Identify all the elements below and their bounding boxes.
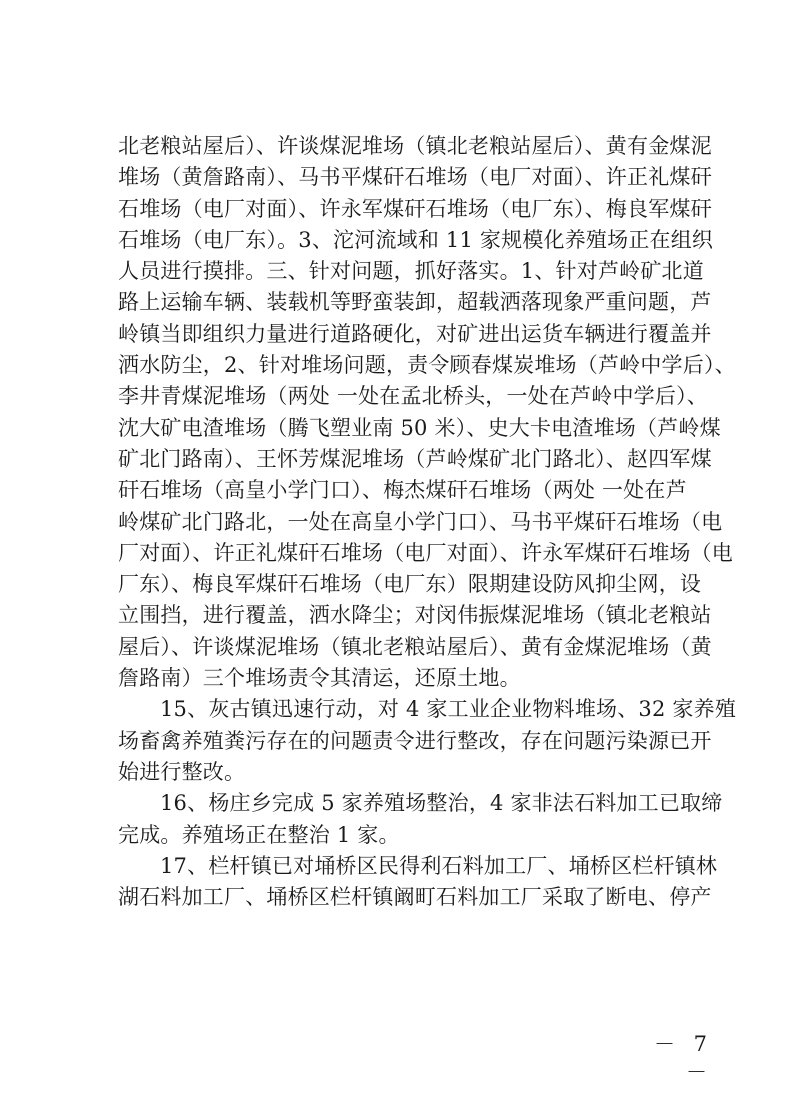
text-line: 始进行整改。 [118, 759, 246, 784]
text-line: 完成。养殖场正在整治 1 家。 [118, 822, 400, 847]
paragraph-17-first-line: 17、栏杆镇已对埇桥区民得利石料加工厂、埇桥区栏杆镇林 [160, 853, 718, 878]
text-line: 人员进行摸排。三、针对问题，抓好落实。1、针对芦岭矿北道 [118, 259, 704, 284]
text-line: 詹路南）三个堆场责令其清运，还原土地。 [118, 666, 521, 691]
text-line: 湖石料加工厂、埇桥区栏杆镇阚町石料加工厂采取了断电、停产 [118, 885, 712, 910]
text-line: 立围挡，进行覆盖，洒水降尘；对闵伟振煤泥堆场（镇北老粮站 [118, 603, 712, 628]
text-line: 屋后）、许谈煤泥堆场（镇北老粮站屋后）、黄有金煤泥堆场（黄 [118, 634, 712, 659]
text-line: 岭煤矿北门路北，一处在高皇小学门口）、马书平煤矸石堆场（电 [118, 509, 723, 534]
text-line: 厂对面）、许正礼煤矸石堆场（电厂对面）、许永军煤矸石堆场（电 [118, 540, 733, 565]
text-line: 岭镇当即组织力量进行道路硬化，对矿进出运货车辆进行覆盖并 [118, 321, 712, 346]
text-line: 北老粮站屋后）、许谈煤泥堆场（镇北老粮站屋后）、黄有金煤泥 [118, 134, 712, 158]
text-line: 矸石堆场（高皇小学门口）、梅杰煤矸石堆场（两处 一处在芦 [118, 478, 687, 503]
text-line: 洒水防尘，2、针对堆场问题，责令顾春煤炭堆场（芦岭中学后）、 [118, 353, 736, 378]
page-number: － 7 － [653, 1032, 713, 1084]
text-line: 石堆场（电厂东）。3、沱河流域和 11 家规模化养殖场正在组织 [118, 227, 714, 252]
text-line: 厂东）、梅良军煤矸石堆场（电厂东）限期建设防风抑尘网，设 [118, 572, 702, 597]
text-line: 沈大矿电渣堆场（腾飞塑业南 50 米）、史大卡电渣堆场（芦岭煤 [118, 415, 721, 440]
text-line: 路上运输车辆、装载机等野蛮装卸，超载洒落现象严重问题，芦 [118, 290, 712, 315]
text-line: 石堆场（电厂对面）、许永军煤矸石堆场（电厂东）、梅良军煤矸 [118, 196, 712, 221]
paragraph-15-first-line: 15、灰古镇迅速行动，对 4 家工业企业物料堆场、32 家养殖 [160, 697, 737, 722]
text-line: 李井青煤泥堆场（两处 一处在孟北桥头，一处在芦岭中学后）、 [118, 384, 708, 409]
text-line: 场畜禽养殖粪污存在的问题责令进行整改，存在问题污染源已开 [118, 728, 712, 753]
text-line: 矿北门路南）、王怀芳煤泥堆场（芦岭煤矿北门路北）、赵四军煤 [118, 446, 712, 471]
paragraph-16-first-line: 16、杨庄乡完成 5 家养殖场整治，4 家非法石料加工已取缔 [160, 791, 723, 816]
body-text [118, 131, 737, 913]
text-line: 堆场（黄詹路南）、马书平煤矸石堆场（电厂对面）、许正礼煤矸 [118, 165, 712, 190]
